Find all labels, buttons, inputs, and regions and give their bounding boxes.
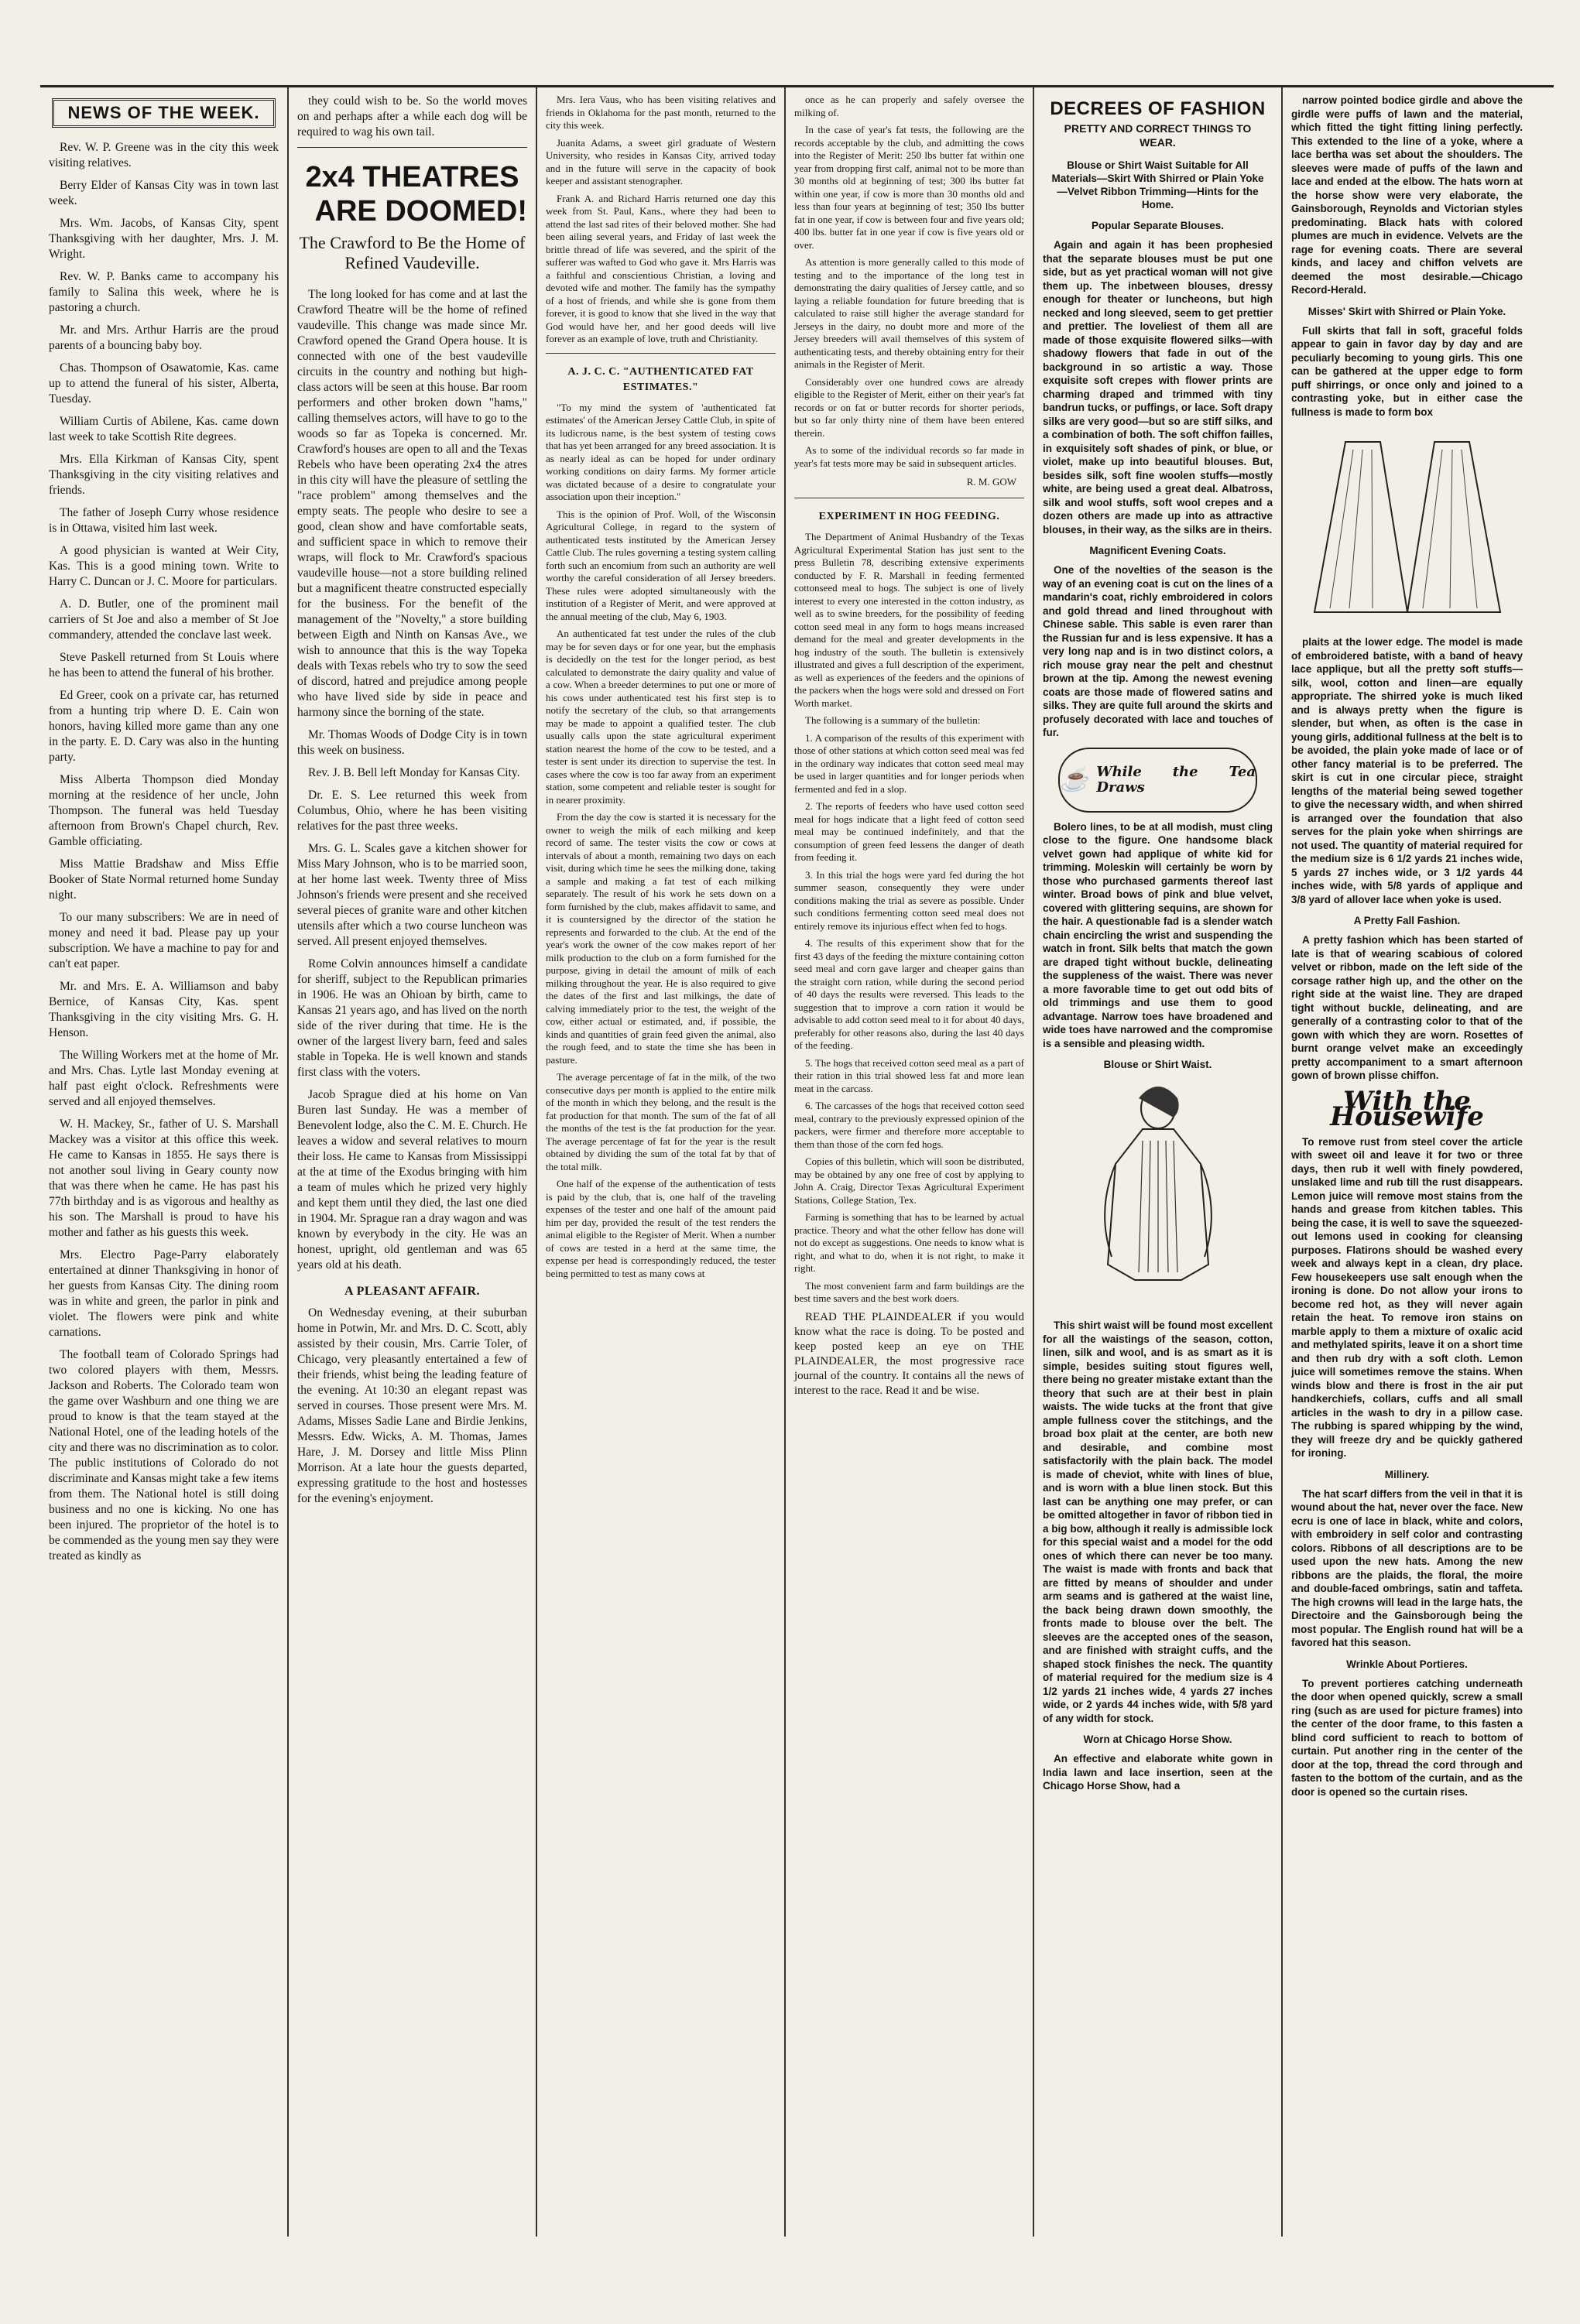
jersey-article-continued [794, 94, 1024, 470]
fashion-summary: Blouse or Shirt Waist Suitable for All Materials—Skirt With Shirred or Plain Yoke—Velvet Ribbon Trimming—Hints for the Home. [1051, 159, 1264, 210]
article-paragraph: This is the opinion of Prof. Woll, of the Wisconsin Agricultural College, in regard to the system of authenticated tests instituted by the American Jersey Cattle Club. The rules governing a testing system calling forth such an encomium from such an authority are well worthy the careful consideration of all Jersey breeders. These rules were adopted simultaneously with the institution of a Register of Merit, and were approved at the annual meeting of the club, May 6, 1903. [546, 508, 776, 622]
article-paragraph: "To my mind the system of 'authenticated fat estimates' of the American Jersey Cattle Club, in spite of its ludicrous name, is the best system of testing cows that has yet been arranged for any breed association. It is as nearly ideal as can be hoped for under ordinary working conditions on dairy farms. My former article was dictated because of a desire to congratulate your association upon their inception." [546, 401, 776, 502]
headline-line-1: 2x4 THEATRES [305, 161, 519, 193]
news-item: Mrs. Ella Kirkman of Kansas City, spent Thanksgiving in the city visiting relatives and friends. [49, 453, 279, 497]
article-paragraph: The average percentage of fat in the milk, of the two consecutive days per month is applied to the entire milk of the month in which they belong, and the result is the fat production for that month. The sum of the fat of all the months of the test is the fat production for the year. The average percentage of fat for the year is the result obtained by dividing the sum of the total fat by that of the total milk. [546, 1071, 776, 1172]
housewife-body: To remove rust from steel cover the article with sweet oil and leave it for two or three days, then rub it well with finely powdered, unslaked lime and rub till the rust disappears. Lemon juice will remove most stains from the hands and grease from kitchen tables. This being the case, it is well to save the squeezed-out lemons used in cooking for cleansing purposes. Flatirons should be washed every week and always kept in a clean, dry place. Few housekeepers use salt enough when the ironing is done. Do not allow your irons to become red hot, as they will never again retain the heat. To remove iron stains on marble apply to them a mixture of oxalic acid and methylated spirits, leave it on a short time and then rub dry with a soft cloth. Lemon juice will sometimes remove the stains. When winds blow and there is frost in the air put handkerchiefs, collars, cuffs and all small articles in the wash to dry in a pillow case. The rubbing is spared whipping by the wind, they will freeze dry and be quickly gathered for ironing. [1291, 1135, 1523, 1459]
news-item: Frank A. and Richard Harris returned one day this week from St. Paul, Kans., where they had been to attend the last sad rites of their beloved mother. She had been ailing several years, and Friday of last week the brittle thread of life was severed, and the spirit of the sufferer was wafted to God who gave it. Mrs Harris was a faithful and conscientious Christian, a loving and devoted wife and mother. The family has the sympathy of a host of friends, and while she is gone from them forever, it is good to know that she lived in the way that God would have her, and her good deeds will live forever as an example of love, truth and Christianity. [546, 192, 776, 344]
article-paragraph: Mrs. G. L. Scales gave a kitchen shower for Miss Mary Johnson, who is to be married soon, at her home last week. Twenty three of Miss Johnson's friends were present and she received several pieces of granite ware and other kitchen utensils after which a two course luncheon was served. All present enjoyed themselves. [297, 842, 527, 948]
news-item: A good physician is wanted at Weir City, Kas. This is a good mining town. Write to Harry C. Duncan or J. C. Moore for particulars. [49, 544, 279, 588]
shirt-waist-body: This shirt waist will be found most excellent for all the waistings of the season, cotton, linen, silk and wool, and is as smart as it is simple, besides suiting stout figures well, there being no greater mistake extant than the theory that such are at their best in plain waists. The wide tucks at the front that give ample fullness cover the stitchings, and the broad box plait at the center, are both new and desirable, and combine most satisfactorily with the plain back. The model is made of cheviot, white with lines of blue, and is worn with a blue linen stock. But this last can be anything one may prefer, or can be omitted altogether in favor of ribbon tied in a big bow, although it really is admissible lock for this special waist and a model for the odd ones of which there can never be too many. The waist is made with fronts and back that are fitted by means of shoulder and under arm seams and is gathered at the waist line, the back being drawn down smoothly, the fronts made to blouse over the belt. The sleeves are the accepted ones of the season, and are finished with straight cuffs, and the shaped stock finishes the neck. The quantity of material required for the medium size is 4 1/2 yards 21 inches wide, 4 yards 27 inches wide, or 2 yards 44 inches wide, with 5/8 yard of any width for stock. [1043, 1319, 1273, 1724]
fashion-title: DECREES OF FASHION [1050, 98, 1266, 119]
news-of-the-week-heading: NEWS OF THE WEEK. [52, 98, 276, 128]
shirt-waist-heading: Blouse or Shirt Waist. [1103, 1059, 1212, 1070]
continued-text: they could wish to be. So the world moves on and perhaps after a while each dog will be required to wag his own tail. [297, 94, 527, 139]
article-paragraph: 6. The carcasses of the hogs that received cotton seed meal, contrary to the previously expressed opinion of the packers, were firmer and therefore more acceptable to them than those of the corn fed hogs. [794, 1100, 1024, 1150]
notes-body: Bolero lines, to be at all modish, must cling close to the figure. One handsome black velvet gown had applique of white kid for trimming. Moleskin will certainly be worn by those who purchased garments thereof last winter. Broad bows of pink and blue velvet, covered with glittering sequins, are shown for the hair. A questionable fad is a slender watch chain encircling the wrist and suspending the watch in front. Silk belts that match the gown are draped tight without buckle, delineating the suppleness of the waist. There was never a more favorable time to get out odd bits of old trimmings and use them to good advantage. Narrow toes have broadened and wide toes have narrowed and the compromise is a sensible and pleasing width. [1043, 820, 1273, 1049]
portieres-heading: Wrinkle About Portieres. [1346, 1658, 1468, 1670]
article-paragraph: The Department of Animal Husbandry of the Texas Agricultural Experimental Station has just sent to the press Bulletin 78, describing extensive experiments conducted by F. R. Marshall in feeding fermented cottonseed meal to hogs. The subject is one of lively interest to every one interested in the cotton industry, as well as to swine breeders, for the possibility of feeding cotton seed meal in any form to hogs means increased demand for the meal and greater developments in the hog industry of the south. The bulletin is extensively illustrated and gives a full description of the experiment, as well as experiences of the feeders and the opinions of the packers when the hogs were sold and dressed on Fort Worth market. [794, 531, 1024, 709]
skirt-illustration [1307, 426, 1508, 628]
news-item: Mrs. Iera Vaus, who has been visiting relatives and friends in Oklahoma for the past month, returned to the city this week. [546, 94, 776, 131]
article-paragraph: As to some of the individual records so far made in year's fat tests more may be said in subsequent articles. [794, 444, 1024, 469]
read-plaindealer-ad: READ THE PLAINDEALER if you would know what the race is doing. To be posted and keep posted keep an eye on THE PLAINDEALER, the most progressive race journal of the country. It contains all the news of interest to the race. Read it and be wise. [794, 1310, 1024, 1397]
article-paragraph: An authenticated fat test under the rules of the club may be for seven days or for one year, but the emphasis is decidedly on the test for the longer period, as best calculated to demonstrate the dairy quality and value of a cow. When a breeder determines to put one or more of his cows under authenticated test his first step is to notify the secretary of the club, so that arrangements may be made to appoint a qualified tester. The club usually calls upon the state agricultural experiment station nearest the home of the cow to be tested, and a tester is sent under its direction to supervise the test. In cases where the cow is too far away from an experiment station, some competent and reliable tester is sought for in nearer proximity. [546, 628, 776, 806]
news-item: Rev. W. P. Greene was in the city this week visiting relatives. [49, 141, 279, 169]
headline-theatres [297, 160, 527, 228]
news-item: Mrs. Electro Page-Parry elaborately entertained at dinner Thanksgiving in honor of her guests from Kansas City. The dining room was in white and green, the parlor in pink and violet. The flowers were pink and white carnations. [49, 1248, 279, 1339]
article-paragraph: 3. In this trial the hogs were yard fed during the hot summer season, consequently they were under conditions making the trial as severe as possible. Under such conditions fermenting cotton seed meal does not entirely remove its injurious effect when fed to hogs. [794, 868, 1024, 932]
column-2 [289, 87, 537, 2237]
article-paragraph: One half of the expense of the authentication of tests is paid by the club, that is, one half of the traveling expenses of the tester and one half of the amount paid him per day, provided the result of the test renders the animal eligible to the Register of Merit. When a number of cows are tested in a herd at the same time, the expense per head is correspondingly reduced, the tester being permitted to test as many cows at [546, 1178, 776, 1279]
news-item: Mr. and Mrs. E. A. Williamson and baby Bernice, of Kansas City, Kas. spent Thanksgiving in the city visiting Mrs. G. H. Henson. [49, 980, 279, 1039]
hog-feeding-heading: EXPERIMENT IN HOG FEEDING. [818, 511, 1000, 522]
article-signature: R. M. GOW [966, 476, 1016, 488]
article-paragraph: Rome Colvin announces himself a candidate for sheriff, subject to the Republican primaries in 1906. He was an Ohioan by birth, came to Kansas 21 years ago, and has lived on the north side of the river during that time. He is the owner of the largest livery barn, feed and sales stable in Topeka. He is well known and stands first class with the voters. [297, 957, 527, 1079]
headline-deck: The Crawford to Be the Home of Refined Vaudeville. [299, 233, 526, 272]
news-item: The football team of Colorado Springs had two colored players with them, Messrs. Jackson and Roberts. The Colorado team won the game over Washburn and one thing we are proud to know is that the team stayed at the National Hotel, one of the leading hotels of the city and there was no discrimination as to color. The public institutions of Colorado do not discriminate and Kansas might take a few items from them. The National hotel is still doing business and no one is kicking. No one has been injured. The proprietor of the hotel is to be commended as the young men say they were treated as kindly as [49, 1348, 279, 1562]
hog-feeding-body [794, 531, 1024, 1306]
blouses-body: Again and again it has been prophesied that the separate blouses must be put one side, but as yet practical woman will not give them up. The inbetween blouses, dressy enough for theater or luncheons, but high necked and long sleeved, seem to get prettier and prettier. The loveliest of them all are made of those exquisite flowered silks—with shadowy flowers that fade in out of the background in so artistic a way. Those exquisite soft crepes with flower prints are charming draped and trimmed with tiny bandrun tucks, or puffings, or lace. Soft drapy silks are very good—but so are stiff silks, and a combination of both. The soft chiffon failles, in exquisitely soft shades of pink, or blue, or violet, make up into beautiful blouses. But, besides silk, soft fine woolen stuffs—mostly white, are being used a great deal. Albatross, silk and wool stuffs, soft wool crepes and a dozen others are made up into as attractive blouses, in their way, as the silks are in theirs. [1043, 239, 1273, 536]
article-paragraph: From the day the cow is started it is necessary for the owner to weigh the milk of each milking and keep record of same. The tester visits the cow or cows at intervals of about a month, remaining two days on each visit, during which time he sees the milking done, taking a sample and making a fat test of each milking separately. The result of his work he sets down on a form furnished by the club, makes affidavit to same, and it is countersigned by the director of the station he represents and forwarded to the club. At the end of the year's work the owner of the cow makes report of her milk production to the club on a form furnished for the purpose, giving in detail the amount of milk of each milking throughout the year. He is also required to give the dates of the first and last milkings, the date of calving immediately prior to the test, the weight of the cow, either actual or estimated, and, if possible, the kinds and quantities of grain feed given the animal, also the rough feed, and to state the time she has been in pasture. [546, 811, 776, 1066]
article-paragraph: Farming is something that has to be learned by actual practice. Theory and what the other fellow has done will not do except as suggestions. One needs to know what is right, and what to do, when it is not right, to make it right. [794, 1211, 1024, 1274]
shirt-waist-illustration [1065, 1079, 1251, 1311]
news-item: William Curtis of Abilene, Kas. came down last week to take Scottish Rite degrees. [49, 415, 279, 443]
article-paragraph: 5. The hogs that received cotton seed meal as a part of their ration in this trial showed less fat and more lean meat in the carcass. [794, 1056, 1024, 1094]
article-paragraph: 4. The results of this experiment show that for the first 43 days of the feeding the mixture containing cotton seed meal and corn gave larger and cheaper gains than the straight corn ration, while during the second period of 40 days the results were reversed. This leads to the suggestion that to improve a corn ration it would be advisable to add cotton seed meal to it for about 40 days, preferably for other reasons also, during the last 40 days of the feeding. [794, 937, 1024, 1051]
millinery-heading: Millinery. [1384, 1468, 1430, 1480]
news-item: Juanita Adams, a sweet girl graduate of Western University, who resides in Kansas City, arrived today and in the future will serve in the capacity of book keeper and assistant stenographer. [546, 136, 776, 187]
fall-fashion-heading: A Pretty Fall Fashion. [1353, 915, 1461, 926]
column-1 [40, 87, 289, 2237]
news-item: The father of Joseph Curry whose residence is in Ottawa, visited him last week. [49, 506, 279, 535]
article-paragraph: The most convenient farm and farm buildings are the best time savers and the best work doers. [794, 1279, 1024, 1304]
pleasant-affair-heading: A PLEASANT AFFAIR. [344, 1285, 481, 1298]
banner-text: While the Tea Draws [1096, 763, 1256, 796]
article-paragraph: Considerably over one hundred cows are already eligible to the Register of Merit, either on their year's fat records or on fat or butter records for shorter periods, but so far only thirty nine of them have been entered therein. [794, 375, 1024, 439]
article-paragraph: 2. The reports of feeders who have used cotton seed meal for hogs indicate that a light feed of cotton seed meal may be continued indefinitely, and that the consumption of green feed lessens the danger of death from feeding it. [794, 800, 1024, 863]
personal-items [546, 94, 776, 346]
housewife-banner: With the Housewife [1330, 1085, 1484, 1132]
news-item: Miss Mattie Bradshaw and Miss Effie Booker of State Normal returned home Sunday night. [49, 857, 279, 902]
theatre-article-body [297, 287, 527, 1273]
blouses-heading: Popular Separate Blouses. [1091, 220, 1225, 231]
divider [297, 147, 527, 148]
article-paragraph: The following is a summary of the bulletin: [805, 714, 981, 726]
local-news-items [49, 140, 279, 1564]
horse-show-body: An effective and elaborate white gown in India lawn and lace insertion, seen at the Chicago Horse Show, had a [1043, 1753, 1273, 1792]
teapot-icon: ☕ [1060, 765, 1089, 793]
fall-fashion-body: A pretty fashion which has been started of late is that of wearing scabious of colored velvet or ribbon, made on the left side of the corsage rather high up, and the other on the right side at the waist line. They are draped tight without buckle, delineating, and are generally of a contrasting color to that of the gown with which they are worn. Rosettes of burnt orange velvet make an exceedingly pretty accompaniment to a smart afternoon gown of brown plisse chiffon. [1291, 934, 1523, 1081]
article-paragraph: Rev. J. B. Bell left Monday for Kansas City. [308, 766, 520, 779]
evening-coats-heading: Magnificent Evening Coats. [1089, 545, 1226, 556]
portieres-body: To prevent portieres catching underneath the door when opened quickly, screw a small ring (such as are used for picture frames) into the center of the door frame, to this fasten a blind cord sufficient to reach to bottom of curtain. Put another ring in the center of the door at the top, thread the cord through and fasten to the bottom of the curtain, and as the door is opened so the curtain rises. [1291, 1677, 1523, 1798]
article-paragraph: once as he can properly and safely oversee the milking of. [794, 94, 1024, 118]
horse-show-continued: narrow pointed bodice girdle and above the girdle were puffs of lawn and the material, which fitted the tight fitting lining perfectly. This extended to the line of a yoke, where a lace bertha was set about the shoulders. The sleeves were made of puffs of the lawn and lace and ended at the elbow. The hats worn at the horse show were very elaborate, the Gainsborough, Reynolds and Victorian styles predominating. Black hats with colored plumes are much in evidence. Velvets are the rage for evening coats. There are several kinds, and lacey and chiffon velvets are deemed the most desirable.—Chicago Record-Herald. [1291, 94, 1523, 296]
misses-skirt-body: Full skirts that fall in soft, graceful folds appear to gain in favor day by day and are peculiarly becoming to young girls. This one can be gathered at the upper edge to form puff shirrings, or once only and joined to a contrasting yoke, but in either case the fullness is made to form box [1291, 324, 1523, 418]
article-paragraph: Mr. Thomas Woods of Dodge City is in town this week on business. [297, 728, 527, 757]
article-paragraph: In the case of year's fat tests, the following are the records acceptable by the club, and admitting the cows into the Register of Merit: 250 lbs butter fat within one year from dropping first calf, animal not to be more than 30 months old at beginning of test; 300 lbs butter fat within one year, if cow is more than 30 months old and less than four years at beginning of test; 350 lbs butter fat in one year, if cow is between four and five years old; 400 lbs. butter fat in one year if cow is five years old or over. [794, 124, 1024, 251]
article-paragraph: Copies of this bulletin, which will soon be distributed, may be obtained by any one free of cost by applying to John A. Craig, Director Texas Agricultural Experiment Stations, College Station, Tex. [794, 1155, 1024, 1206]
fat-estimates-body [546, 402, 776, 1281]
tea-draws-banner [1058, 748, 1257, 813]
newspaper-page [40, 85, 1554, 2237]
news-item: Mr. and Mrs. Arthur Harris are the proud parents of a bouncing baby boy. [49, 323, 279, 352]
news-item: Chas. Thompson of Osawatomie, Kas. came up to attend the funeral of his sister, Alberta, Tuesday. [49, 361, 279, 406]
article-paragraph: Dr. E. S. Lee returned this week from Columbus, Ohio, where he has been visiting relatives for the past three weeks. [297, 789, 527, 833]
news-item: W. H. Mackey, Sr., father of U. S. Marshall Mackey was a visitor at this office this week. He came to Kansas in 1855. He says there is not another soul living in Geary county now that was there when he came. He has past his 77th birthday and is as vigorous and healthy as his son. The Marshall is proud to have his mother and father as his guests this week. [49, 1118, 279, 1239]
pleasant-affair-body: On Wednesday evening, at their suburban home in Potwin, Mr. and Mrs. D. C. Scott, ably assisted by their cousin, Mrs. Carrie Toler, of Chicago, very pleasantly entertained a few of their friends, whist being the leading feature of the evening. At 10:30 an elegant repast was served in courses. Those present were Mrs. M. Adams, Misses Sadie Lane and Birdie Jenkins, Messrs. Edw. Wicks, A. M. Thomas, James Hare, J. M. Dorsey and little Miss Plinn Morrison. At a late hour the guests departed, expressing gratitude to the host and hostesses for the evening's enjoyment. [297, 1306, 527, 1505]
article-paragraph: Jacob Sprague died at his home on Van Buren last Sunday. He was a member of Benevolent lodge, also the C. M. E. Church. He leaves a widow and several relatives to mourn their loss. He came to Kansas from Mississippi at the at time of the Exodus bringing with him a team of mules which he prized very highly and kept them until they died, the last one died in 1904. Mr. Sprague ran a dray wagon and was known by everybody in the city. He was an honest, upright, old gentleman and was 65 years old at his death. [297, 1088, 527, 1272]
news-item: Ed Greer, cook on a private car, has returned from a hunting trip where D. E. Cain won honors, having killed more game than any one in the party. E. D. Cary was also in the hunting party. [49, 689, 279, 764]
column-4 [786, 87, 1034, 2237]
column-3 [537, 87, 786, 2237]
news-item: Berry Elder of Kansas City was in town last week. [49, 179, 279, 207]
article-paragraph: As attention is more generally called to this mode of testing and to the importance of the long test in demonstrating the dairy qualities of Jersey cattle, and so laying a reliable foundation for future breeding that is calculated to raise still higher the average standard for Jerseys in the dairy, no doubt more and more of the Jersey breeders will avail themselves of this system of authenticating tests, and thereby obtaining entry for their animals in the Register of Merit. [794, 256, 1024, 370]
headline-line-2: ARE DOOMED! [314, 195, 527, 228]
news-item: A. D. Butler, one of the prominent mail carriers of St Joe and also a member of St Joe commandery, attended the conclave last week. [49, 597, 279, 642]
news-item: To our many subscribers: We are in need of money and need it bad. Please pay up your subscription. We have a machine to pay for and can't eat paper. [49, 911, 279, 970]
horse-show-caption: Worn at Chicago Horse Show. [1083, 1734, 1232, 1745]
column-6 [1283, 87, 1531, 2237]
divider [546, 353, 776, 354]
column-5 [1034, 87, 1283, 2237]
evening-coats-body: One of the novelties of the season is the way of an evening coat is cut on the lines of a mandarin's coat, richly embroidered in colors and gold thread and lined throughout with Chinese sable. This sable is even rarer than the Russian fur and is less expensive. It has a very long nap and is in two distinct colors, a rich mouse gray near the pelt and chestnut brown at the tip. Among the newest evening coats are those made of flowered satins and silks. They are quite full around the skirts and profusely decorated with lace and touches of fur. [1043, 564, 1273, 738]
misses-skirt-body-2: plaits at the lower edge. The model is made of embroidered batiste, with a band of heavy lace applique, but all the pretty soft stuffs—silk, wool, cotton and linen—are equally appropriate. The shirred yoke is much liked and is always pretty when the figure is slender, but when, as often is the case in young girls, additional fullness at the belt is to be avoided, the plain yoke made of lace or of other fancy material is to be preferred. The skirt is cut in one circular piece, straight lengths of the material being sewed together to give the necessary width, and when shirred is arranged over the foundation that also serves for the plain yoke when shirrings are not used. The quantity of material required for the medium size is 6 1/2 yards 21 inches wide, 5 yards 27 inches wide, or 3 1/2 yards 44 inches wide, with 5/8 yards of applique and 3/8 yard of allover lace when yoke is used. [1291, 636, 1523, 905]
news-item: Steve Paskell returned from St Louis where he has been to attend the funeral of his brother. [49, 651, 279, 679]
fashion-deck: PRETTY AND CORRECT THINGS TO WEAR. [1064, 122, 1252, 149]
news-item: Mrs. Wm. Jacobs, of Kansas City, spent Thanksgiving with her daughter, Mrs. J. M. Wright. [49, 217, 279, 261]
news-item: Rev. W. P. Banks came to accompany his family to Salina this week, where he is pastoring a church. [49, 270, 279, 314]
millinery-body: The hat scarf differs from the veil in that it is wound about the hat, never over the face. New ecru is one of lace in black, white and colors, with embroidery in self color and contrasting colors. Ribbons of all descriptions are to be used upon the new hats. Among the new ribbons are the plaids, the floral, the moire and double-faced ombrings, satin and taffeta. The high crowns will lead in the large hats, the Directoire and the Gainsborough being the most popular. The English round hat will be a favored hat this season. [1291, 1487, 1523, 1648]
news-item: The Willing Workers met at the home of Mr. and Mrs. Chas. Lytle last Monday evening at half past eight o'clock. Refreshments were served and all enjoyed themselves. [49, 1049, 279, 1108]
article-paragraph: The long looked for has come and at last the Crawford Theatre will be the home of refined vaudeville. This change was made since Mr. Crawford opened the Grand Opera house. It is connected with one of the best vaudeville circuits in the country and nothing but high-class actors will be seen at this house. Bar room performers and other broken down "hams," calling themselves actors, will have to go to the woods so far as Topeka is concerned. Mr. Crawford's houses are open to all and the Texas Rebels who have been operating 2x4 the atres in this city will have the pleasure of settling the "race problem" among themselves and the empty seats. The people who desire to see a good, clean show and have comfortable seats, and sufficient space in which to remove their wraps, will flock to Mr. Crawford's spacious vaudeville house—not a store building relined but a magnificent theatre constructed especially for the business. For the benefit of the management of the "Novelty," a store building between Eigth and Ninth on Kansas Ave., we wish to announce that this is the way Topeka deals with Texas rebels who try to sow the seed of discord, hatred and prejudice among people who have lived side by side in peace and harmony since the borning of the state. [297, 288, 528, 719]
article-paragraph: 1. A comparison of the results of this experiment with those of other stations at which cotton seed meal was fed in the ordinary way indicates that cotton seed meal may be used in larger quantities and for longer periods when fermented and fed in a slop. [794, 731, 1024, 795]
news-item: Miss Alberta Thompson died Monday morning at the residence of her uncle, John Thompson. The funeral was held Tuesday afternoon from Brown's Chapel church, Rev. Gamble officiating. [49, 773, 279, 848]
misses-skirt-heading: Misses' Skirt with Shirred or Plain Yoke. [1308, 305, 1506, 317]
fat-estimates-heading: A. J. C. C. "AUTHENTICATED FAT ESTIMATES." [567, 365, 754, 393]
